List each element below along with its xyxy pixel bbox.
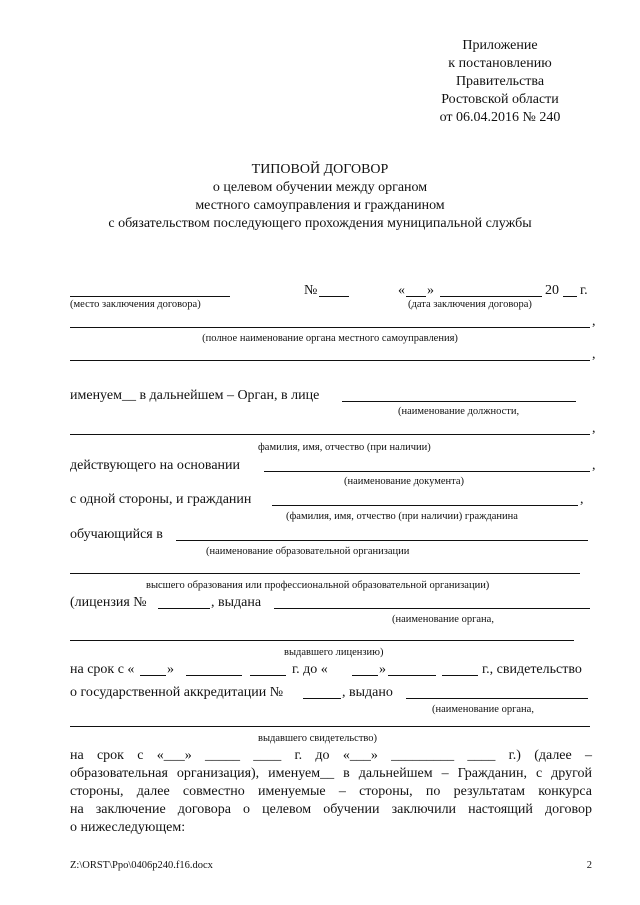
accreditation-organ-field-2[interactable] bbox=[70, 726, 590, 727]
accreditation-issued-text: , выдано bbox=[342, 685, 393, 700]
final-line-1: на срок с «___» _____ ____ г. до «___» _________ ____ г.) (далее – bbox=[70, 748, 592, 763]
edu-org-field-2[interactable] bbox=[70, 573, 580, 574]
appendix-line-2: к постановлению bbox=[448, 56, 552, 71]
student-text: обучающийся в bbox=[70, 527, 163, 542]
edu-org-caption-2: высшего образования или профессиональной образовательной организации) bbox=[146, 580, 490, 591]
date-quote-open: « bbox=[398, 283, 405, 298]
license-organ-field-2[interactable] bbox=[70, 640, 574, 641]
license-number-field[interactable] bbox=[158, 608, 210, 609]
document-caption: (наименование документа) bbox=[344, 476, 465, 487]
organ-name-caption: (полное наименование органа местного самоуправления) bbox=[202, 333, 458, 344]
term1-end-text: г., свидетельство bbox=[482, 662, 582, 677]
license-issued-text: , выдана bbox=[211, 595, 262, 610]
appendix-line-4: Ростовской области bbox=[441, 92, 559, 107]
title-sub-2: местного самоуправления и гражданином bbox=[195, 198, 445, 213]
year-field[interactable] bbox=[563, 296, 577, 297]
edu-org-field[interactable] bbox=[176, 540, 588, 541]
term1-mid: г. до « bbox=[292, 662, 328, 677]
term1-year-field[interactable] bbox=[250, 675, 286, 676]
term1-prefix: на срок с « bbox=[70, 662, 135, 677]
license-organ-caption: (наименование органа, bbox=[392, 614, 494, 625]
date-month-field[interactable] bbox=[440, 296, 542, 297]
position-caption: (наименование должности, bbox=[398, 406, 520, 417]
final-line-5: о нижеследующем: bbox=[70, 820, 186, 835]
accreditation-text: о государственной аккредитации № bbox=[70, 685, 284, 700]
acting-text: действующего на основании bbox=[70, 458, 241, 473]
footer-file-path: Z:\ORST\Ppo\0406p240.f16.docx bbox=[70, 860, 213, 871]
term1-end-day-field[interactable] bbox=[352, 675, 378, 676]
document-field[interactable] bbox=[264, 471, 590, 472]
comma: , bbox=[592, 458, 596, 473]
title-sub-1: о целевом обучении между органом bbox=[212, 180, 428, 195]
cert-organ-caption: (наименование органа, bbox=[432, 704, 534, 715]
place-caption: (место заключения договора) bbox=[70, 299, 201, 310]
appendix-line-1: Приложение bbox=[462, 38, 538, 53]
final-line-3: стороны, далее совместно именуемые – стороны, по результатам конкурса bbox=[70, 784, 592, 799]
title-main: ТИПОВОЙ ДОГОВОР bbox=[251, 162, 389, 177]
number-field[interactable] bbox=[319, 296, 349, 297]
comma: , bbox=[592, 314, 596, 329]
citizen-caption: (фамилия, имя, отчество (при наличии) гражданина bbox=[286, 511, 518, 522]
number-sign: № bbox=[304, 283, 318, 298]
comma: , bbox=[592, 347, 596, 362]
one-side-text: с одной стороны, и гражданин bbox=[70, 492, 252, 507]
appendix-line-3: Правительства bbox=[455, 74, 545, 89]
term1-day-field[interactable] bbox=[140, 675, 166, 676]
named-organ-text: именуем__ в дальнейшем – Орган, в лице bbox=[70, 388, 320, 403]
edu-org-caption: (наименование образовательной организации bbox=[206, 546, 410, 557]
date-quote-close: » bbox=[427, 283, 434, 298]
fio-field[interactable] bbox=[70, 434, 590, 435]
organ-name-field-2[interactable] bbox=[70, 360, 590, 361]
term1-month-field[interactable] bbox=[186, 675, 242, 676]
license-issued-caption: выдавшего лицензию) bbox=[284, 647, 384, 658]
appendix-line-5: от 06.04.2016 № 240 bbox=[439, 110, 561, 125]
final-line-2: образовательная организация), именуем__ в дальнейшем – Гражданин, с другой bbox=[70, 766, 592, 781]
place-field[interactable] bbox=[70, 296, 230, 297]
position-field[interactable] bbox=[342, 401, 576, 402]
year-suffix: г. bbox=[580, 283, 588, 298]
date-caption: (дата заключения договора) bbox=[408, 299, 532, 310]
term1-end-month-field[interactable] bbox=[388, 675, 436, 676]
citizen-field[interactable] bbox=[272, 505, 578, 506]
license-text: (лицензия № bbox=[70, 595, 147, 610]
accreditation-organ-field[interactable] bbox=[406, 698, 588, 699]
license-organ-field[interactable] bbox=[274, 608, 590, 609]
term1-end-year-field[interactable] bbox=[442, 675, 478, 676]
fio-caption: фамилия, имя, отчество (при наличии) bbox=[258, 442, 431, 453]
organ-name-field[interactable] bbox=[70, 327, 590, 328]
term1-quote-close: » bbox=[167, 662, 174, 677]
page-number: 2 bbox=[586, 860, 592, 871]
accreditation-number-field[interactable] bbox=[303, 698, 341, 699]
final-line-4: на заключение договора о целевом обучении заключили настоящий договор bbox=[70, 802, 592, 817]
comma: , bbox=[592, 421, 596, 436]
title-sub-3: с обязательством последующего прохождения муниципальной службы bbox=[108, 216, 532, 231]
cert-issued-caption: выдавшего свидетельство) bbox=[258, 733, 378, 744]
year-prefix: 20 bbox=[545, 283, 559, 298]
term1-quote-close-2: » bbox=[379, 662, 386, 677]
comma: , bbox=[580, 492, 584, 507]
date-day-field[interactable] bbox=[406, 296, 426, 297]
